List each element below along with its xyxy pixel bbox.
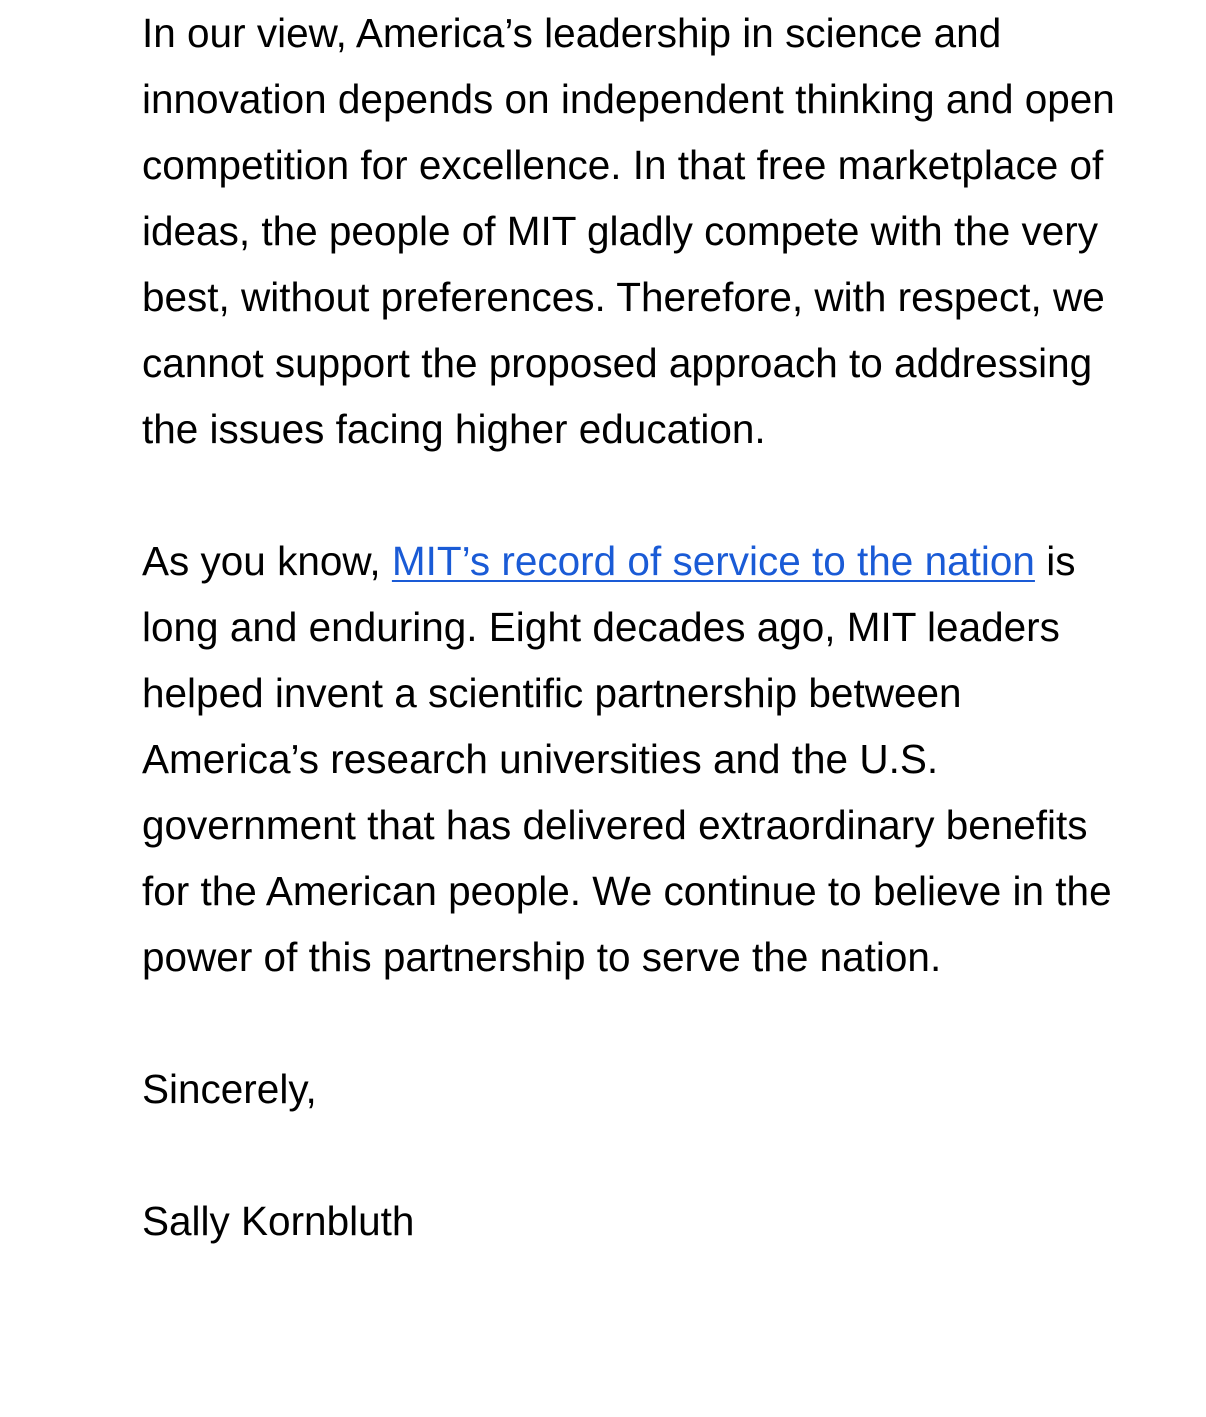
letter-body [142, 0, 1142, 1254]
paragraph-service [142, 528, 1142, 990]
paragraph-service-intro: As you know, [142, 538, 392, 584]
service-record-link[interactable]: MIT’s record of service to the nation [391, 538, 1035, 584]
signature-name: Sally Kornbluth [142, 1198, 415, 1244]
closing-salutation: Sincerely, [142, 1066, 317, 1112]
paragraph-service-body: is long and enduring. Eight decades ago, MIT leaders helped invent a scientific partnership between America’s research universities and the U.S. government that has delivered extraordinary benefits for the American people. We continue to believe in the power of this partnership to serve the nation. [142, 538, 1112, 980]
paragraph-leadership: In our view, America’s leadership in science and innovation depends on independent thinking and open competition for excellence. In that free marketplace of ideas, the people of MIT gladly compete with the very best, without preferences. Therefore, with respect, we cannot support the proposed approach to addressing the issues facing higher education. [142, 10, 1115, 452]
